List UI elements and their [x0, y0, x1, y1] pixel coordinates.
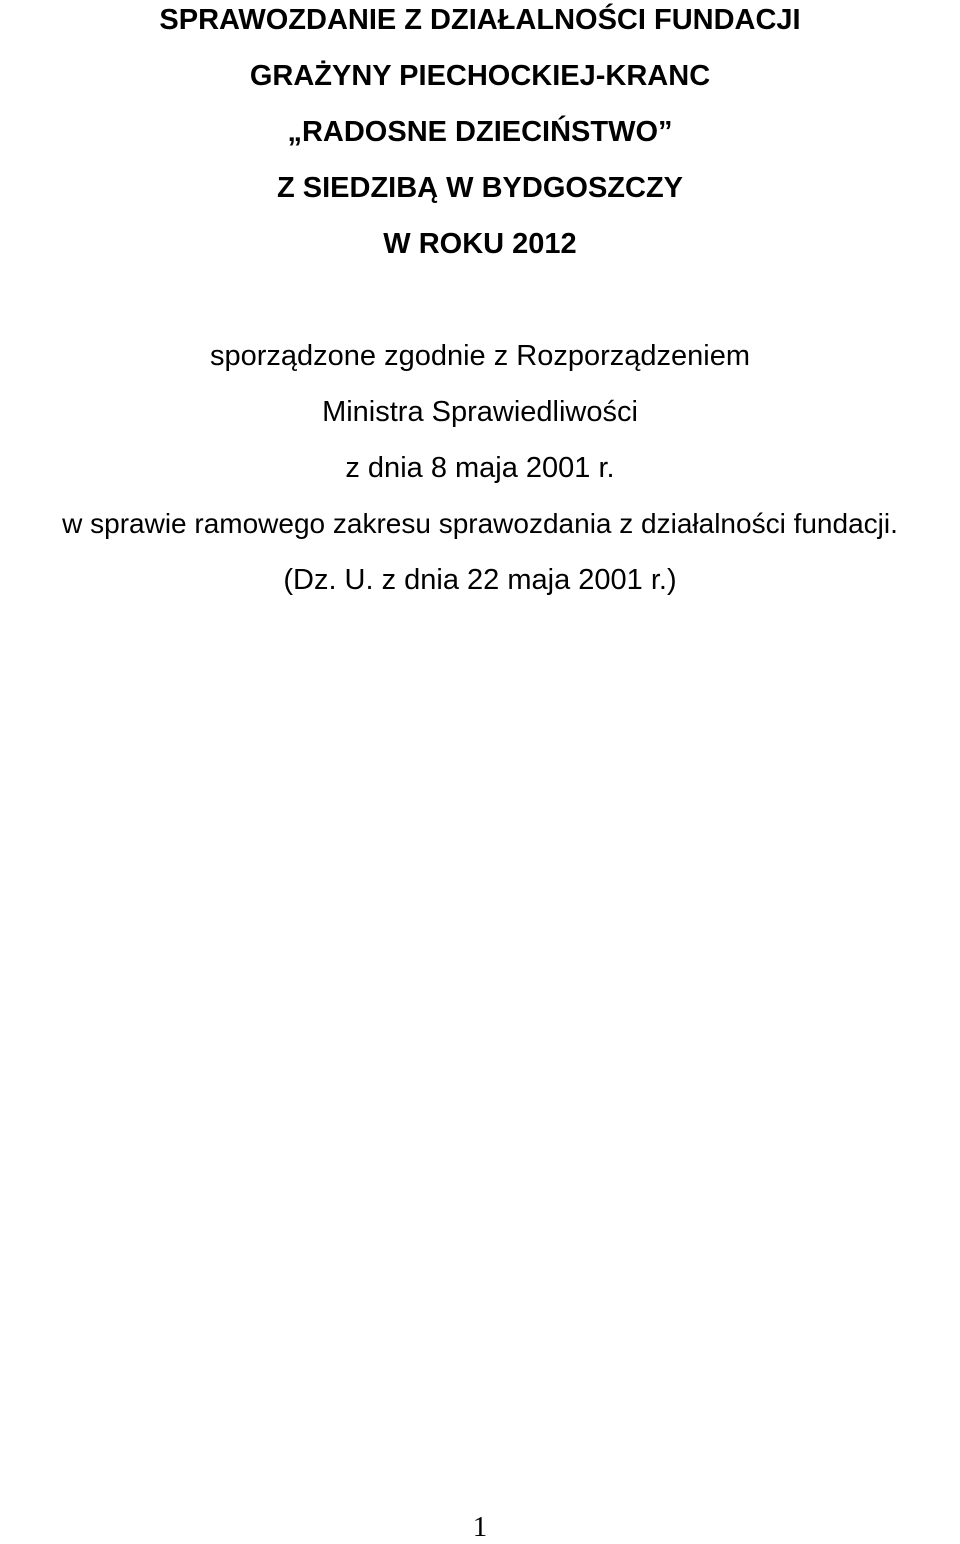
title-line-5: W ROKU 2012: [383, 228, 577, 260]
body-line-3: z dnia 8 maja 2001 r.: [345, 452, 615, 484]
title-line-4: Z SIEDZIBĄ W BYDGOSZCZY: [277, 172, 683, 204]
body-line-2: Ministra Sprawiedliwości: [322, 396, 638, 428]
title-line-2: GRAŻYNY PIECHOCKIEJ-KRANC: [249, 60, 711, 92]
body-line-1: sporządzone zgodnie z Rozporządzeniem: [209, 340, 751, 372]
title-line-1: SPRAWOZDANIE Z DZIAŁALNOŚCI FUNDACJI: [159, 4, 801, 36]
body-line-5: (Dz. U. z dnia 22 maja 2001 r.): [283, 564, 677, 596]
page-number: 1: [472, 1511, 488, 1543]
body-line-4: w sprawie ramowego zakresu sprawozdania z działalności fundacji.: [62, 508, 898, 539]
title-line-3: „RADOSNE DZIECIŃSTWO”: [287, 116, 673, 148]
